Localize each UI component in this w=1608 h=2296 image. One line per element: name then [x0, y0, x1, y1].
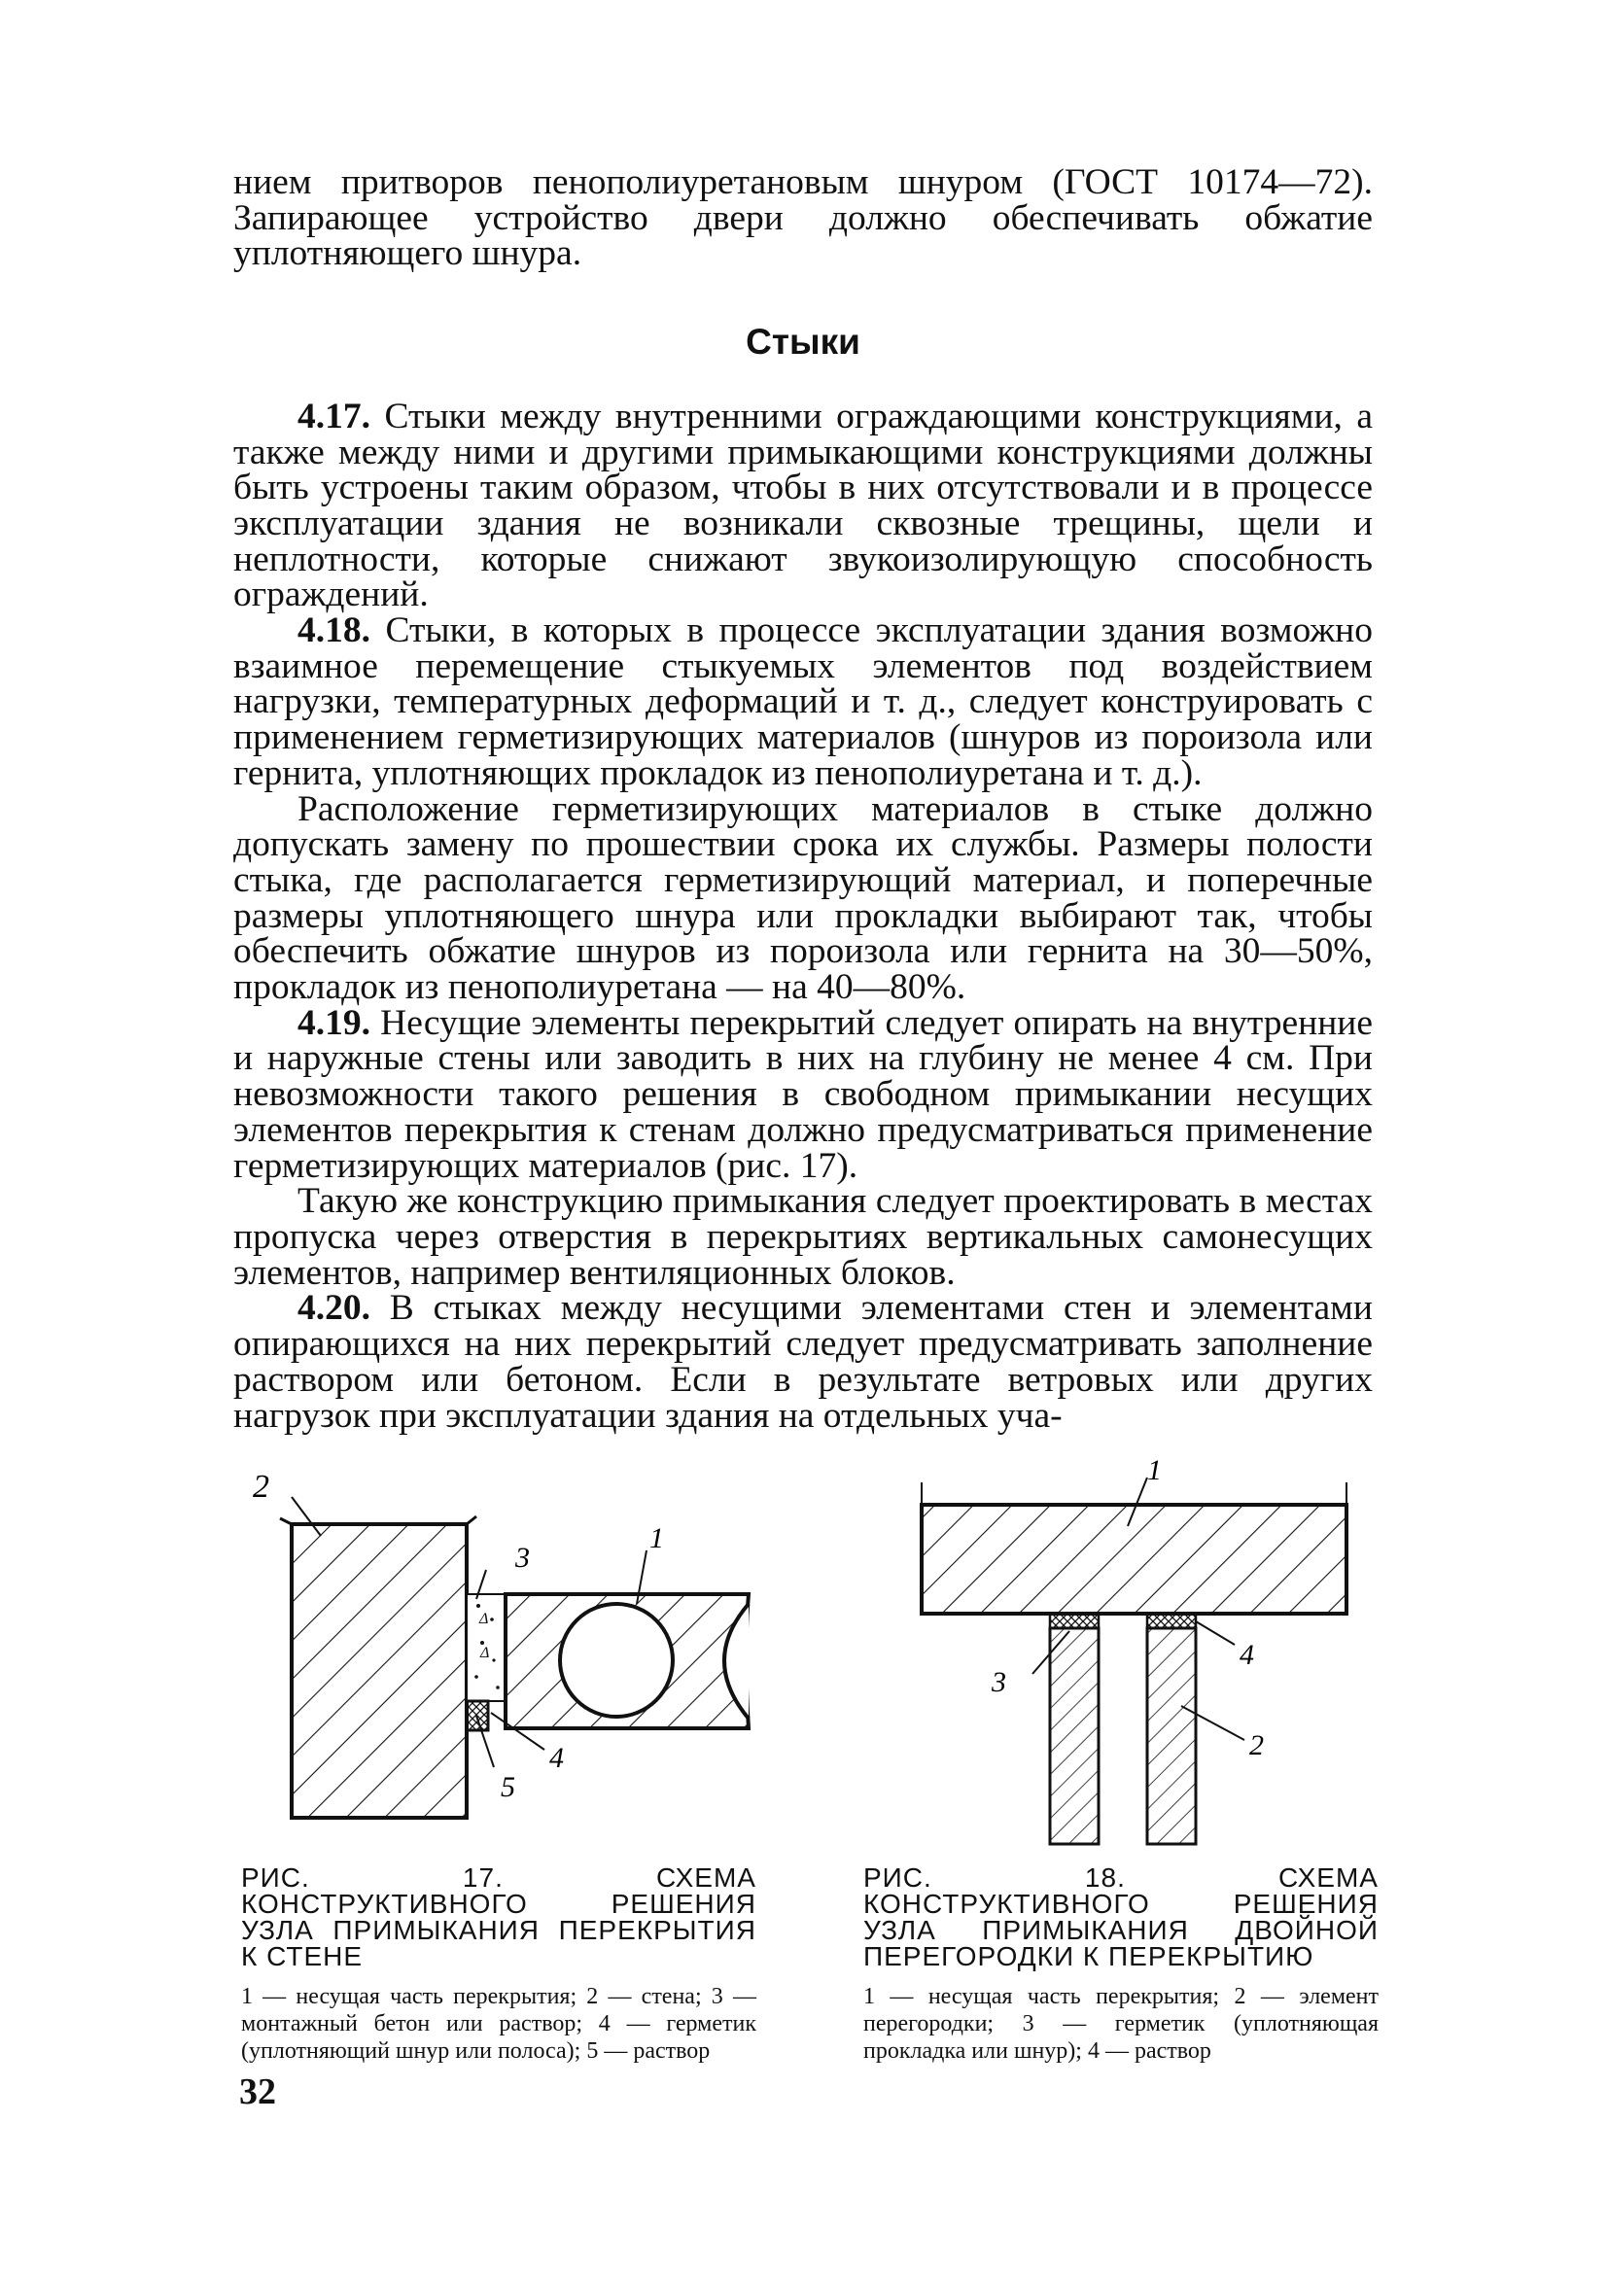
- sealant-right: [1147, 1614, 1196, 1628]
- section-heading: Стыки: [746, 322, 860, 363]
- svg-text:Δ: Δ: [480, 1645, 490, 1661]
- paragraph-4-18: [233, 610, 1373, 793]
- label-5: 5: [501, 1771, 515, 1803]
- svg-text:Δ: Δ: [479, 1611, 489, 1627]
- figure-18-legend: 1 — несущая часть перекрытия; 2 — элемент перегородки; 3 — герметик (уплотняющая прокладка или шнур); 4 — раствор: [863, 1984, 1379, 2064]
- page-number: 32: [239, 2071, 276, 2112]
- paragraph-number: 4.19.: [297, 1002, 370, 1043]
- partition-left: [1050, 1628, 1099, 1844]
- paragraph-4-19: [233, 1002, 1373, 1186]
- label-1: 1: [649, 1522, 664, 1554]
- paragraph-4-17: [233, 396, 1373, 615]
- slab-void: [560, 1604, 673, 1717]
- partition-right: [1147, 1628, 1196, 1844]
- paragraph-text: В стыках между несущими элементами стен и элементами опирающихся на них перекрытий следует предусматривать заполнение раствором или бетоном. Если в результате ветровых или других нагрузок при эксплуатации здания на отдельных уча-: [233, 1288, 1373, 1436]
- sealant-left: [1050, 1614, 1099, 1628]
- figure-18-caption: [863, 1864, 1379, 2065]
- label-2: 2: [1249, 1729, 1264, 1761]
- paragraph-number: 4.18.: [297, 610, 370, 651]
- figure-17-drawing: [243, 1458, 787, 1827]
- label-1: 1: [1147, 1458, 1162, 1486]
- figure-18-drawing: [904, 1458, 1371, 1847]
- paragraph-4-20: [233, 1288, 1373, 1436]
- paragraph-4-19-cont: Такую же конструкцию примыкания следует проектировать в местах пропуска через отверстия в перекрытиях вертикальных самонесущих элементов, например вентиляционных блоков.: [233, 1181, 1373, 1293]
- paragraph-4-18-cont: Расположение герметизирующих материалов в стыке должно допускать замену по прошествии срока их службы. Размеры полости стыка, где располагается герметизирующий материал, и поперечные размеры уплотняющего шнура или прокладки выбирают так, чтобы обеспечить обжатие шнуров из пороизола или гернита на 30—50%, прокладок из пенополиуретана — на 40—80%.: [233, 788, 1373, 1008]
- label-4: 4: [1240, 1639, 1254, 1671]
- paragraph-number: 4.17.: [297, 396, 370, 436]
- intro-paragraph: нием притворов пенополиуретановым шнуром (ГОСТ 10174—72). Запирающее устройство двери должно обеспечивать обжатие уплотняющего шнура.: [233, 162, 1373, 274]
- label-3: 3: [992, 1666, 1006, 1698]
- figure-17-legend: 1 — несущая часть перекрытия; 2 — стена; 3 — монтажный бетон или раствор; 4 — герметик (уплотняющий шнур или полоса); 5 — раствор: [241, 1984, 756, 2064]
- floor-slab: [922, 1505, 1346, 1614]
- label-2: 2: [253, 1469, 269, 1505]
- figure-17-title: РИС. 17. СХЕМА КОНСТРУКТИВНОГО РЕШЕНИЯ УЗЛА ПРИМЫКАНИЯ ПЕРЕКРЫТИЯ К СТЕНЕ: [241, 1862, 756, 1971]
- paragraph-text: Стыки, в которых в процессе эксплуатации здания возможно взаимное перемещение стыкуемых элементов под воздействием нагрузки, температурных деформаций и т. д., следует конструировать с применением герметизирующих материалов (шнуров из пороизола или гернита, уплотняющих прокладок из пенополиуретана и т. д.).: [233, 610, 1373, 793]
- figure-17-caption: [241, 1864, 756, 2065]
- paragraph-text: Несущие элементы перекрытий следует опирать на внутренние и наружные стены или заводить в них на глубину не менее 4 см. При невозможности такого решения в свободном примыкании несущих элементов перекрытия к стенам должно предусматриваться применение герметизирующих материалов (рис. 17).: [233, 1002, 1373, 1186]
- paragraph-text: Стыки между внутренними ограждающими конструкциями, а также между ними и другими примыкающими конструкциями должны быть устроены таким образом, чтобы в них отсутствовали и в процессе эксплуатации здания не возникали сквозные трещины, щели и неплотности, которые снижают звукоизолирующую способность ограждений.: [233, 396, 1373, 615]
- paragraph-number: 4.20.: [297, 1288, 370, 1329]
- wall-section: [292, 1524, 467, 1818]
- figure-18-title: РИС. 18. СХЕМА КОНСТРУКТИВНОГО РЕШЕНИЯ УЗЛА ПРИМЫКАНИЯ ДВОЙНОЙ ПЕРЕГОРОДКИ К ПЕРЕКРЫТИЮ: [863, 1862, 1379, 1971]
- body-text: [233, 162, 1373, 1436]
- label-3: 3: [515, 1542, 530, 1574]
- label-4: 4: [549, 1742, 564, 1774]
